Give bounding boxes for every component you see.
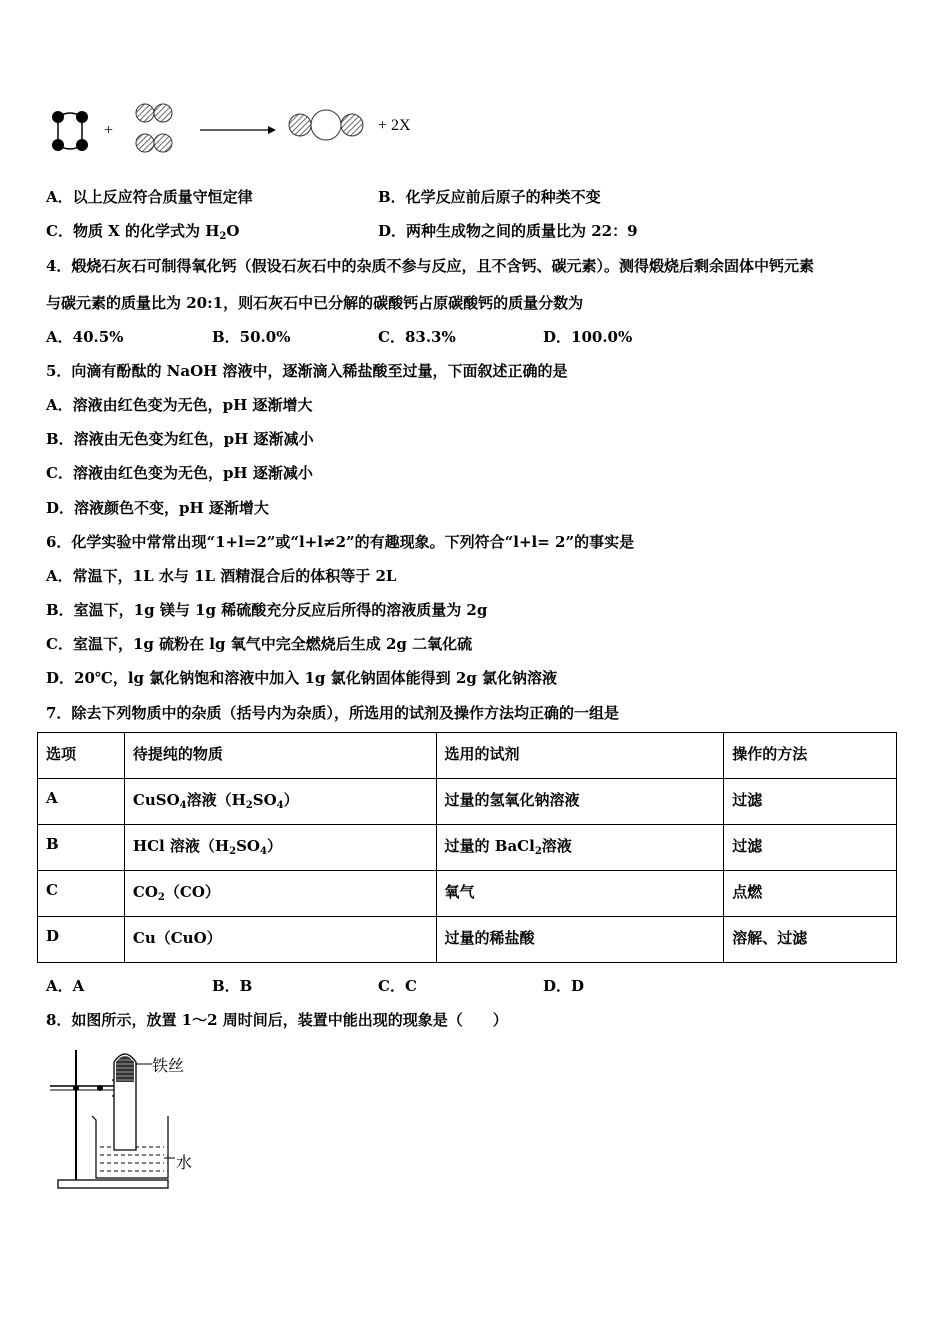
table-cell-reagent: 过量的氢氧化钠溶液 xyxy=(436,779,724,825)
table-row xyxy=(38,917,897,963)
table-cell-option: A xyxy=(38,779,125,825)
table-cell-substance: Cu（CuO） xyxy=(124,917,436,963)
q7-option-c[interactable]: C．C xyxy=(378,977,417,995)
table-header-cell: 待提纯的物质 xyxy=(124,733,436,779)
table-row xyxy=(38,871,897,917)
q3-option-d[interactable] xyxy=(378,220,638,241)
q3-option-c-text: C．物质 X 的化学式为 H xyxy=(46,222,220,240)
table-header-cell: 选项 xyxy=(38,733,125,779)
table-header-row xyxy=(38,733,897,779)
q4-stem-line2: 与碳元素的质量比为 20:1，则石灰石中已分解的碳酸钙占原碳酸钙的质量分数为 xyxy=(46,294,584,312)
table-cell-reagent: 过量的 BaCl$_2$溶液 xyxy=(436,825,724,871)
table-cell-option: C xyxy=(38,871,125,917)
reaction-arrow xyxy=(200,126,276,134)
q3-option-d-text: D．两种生成物之间的质量比为 22：9 xyxy=(378,222,638,240)
table-cell-option: B xyxy=(38,825,125,871)
q7-option-a[interactable]: A．A xyxy=(46,977,85,995)
table-row xyxy=(38,779,897,825)
q7-option-d[interactable]: D．D xyxy=(543,977,585,995)
reaction-plus: + xyxy=(104,122,114,139)
q6-option-a[interactable]: A．常温下，1L 水与 1L 酒精混合后的体积等于 2L xyxy=(46,567,397,585)
reaction-product-suffix: + 2X xyxy=(378,117,411,134)
product-molecule xyxy=(289,110,363,140)
q4-option-c[interactable]: C．83.3% xyxy=(378,328,456,346)
q3-option-c-post: O xyxy=(226,222,240,240)
q4-stem-line1: 4．煅烧石灰石可制得氧化钙（假设石灰石中的杂质不参与反应，且不含钙、碳元素）。测得煅烧后剩余固体中钙元素 xyxy=(46,257,814,275)
table-cell-option: D xyxy=(38,917,125,963)
table-cell-substance: CuSO$_4$溶液$(H_2SO_4)$ xyxy=(124,779,436,825)
q5-option-b[interactable]: B．溶液由无色变为红色，pH 逐渐减小 xyxy=(46,430,314,448)
q4-option-a[interactable]: A．40.5% xyxy=(46,328,124,346)
table-cell-reagent: 过量的稀盐酸 xyxy=(436,917,724,963)
q8-stem: 8．如图所示，放置 1～2 周时间后，装置中能出现的现象是（ ） xyxy=(46,1011,508,1029)
q7-option-b[interactable]: B．B xyxy=(212,977,253,995)
table-header-cell: 操作的方法 xyxy=(724,733,897,779)
table-cell-reagent: 氧气 xyxy=(436,871,724,917)
q6-option-d[interactable]: D．20℃，lg 氯化钠饱和溶液中加入 1g 氯化钠固体能得到 2g 氯化钠溶液 xyxy=(46,669,558,687)
table-cell-method: 过滤 xyxy=(724,779,897,825)
q7-table xyxy=(37,732,897,963)
reactant-molecules-diatomic xyxy=(136,104,172,152)
q3-option-b[interactable] xyxy=(378,186,601,207)
q5-option-c[interactable]: C．溶液由红色变为无色，pH 逐渐减小 xyxy=(46,464,313,482)
table-cell-substance: $CO_2(CO)$ xyxy=(124,871,436,917)
q3-option-c-sub: 2 xyxy=(219,231,227,242)
q6-option-c[interactable]: C．室温下，1g 硫粉在 lg 氧气中完全燃烧后生成 2g 二氧化硫 xyxy=(46,635,473,653)
table-cell-method: 过滤 xyxy=(724,825,897,871)
q6-stem: 6．化学实验中常常出现“1+l=2”或“l+l≠2”的有趣现象。下列符合“l+l= 2”的事实是 xyxy=(46,533,635,551)
q3-option-c[interactable] xyxy=(46,220,239,242)
q3-option-b-text: B．化学反应前后原子的种类不变 xyxy=(378,188,601,206)
table-cell-method: 溶解、过滤 xyxy=(724,917,897,963)
q5-stem: 5．向滴有酚酞的 NaOH 溶液中，逐渐滴入稀盐酸至过量，下面叙述正确的是 xyxy=(46,362,568,380)
q7-stem: 7．除去下列物质中的杂质（括号内为杂质），所选用的试剂及操作方法均正确的一组是 xyxy=(46,704,619,722)
q4-option-b[interactable]: B．50.0% xyxy=(212,328,291,346)
q3-option-a[interactable] xyxy=(46,186,253,207)
q4-option-d[interactable]: D．100.0% xyxy=(543,328,633,346)
label-water: 水 xyxy=(176,1153,193,1172)
q5-option-a[interactable]: A．溶液由红色变为无色，pH 逐渐增大 xyxy=(46,396,313,414)
q5-option-d[interactable]: D．溶液颜色不变，pH 逐渐增大 xyxy=(46,499,269,517)
q3-option-a-text: A．以上反应符合质量守恒定律 xyxy=(46,188,253,206)
q6-option-b[interactable]: B．室温下，1g 镁与 1g 稀硫酸充分反应后所得的溶液质量为 2g xyxy=(46,601,488,619)
table-row xyxy=(38,825,897,871)
label-iron-wire: 铁丝 xyxy=(152,1056,185,1075)
table-cell-substance: HCl 溶液$(H_2SO_4)$ xyxy=(124,825,436,871)
table-header-cell: 选用的试剂 xyxy=(436,733,724,779)
table-cell-method: 点燃 xyxy=(724,871,897,917)
reactant-molecule-ring xyxy=(52,111,88,151)
